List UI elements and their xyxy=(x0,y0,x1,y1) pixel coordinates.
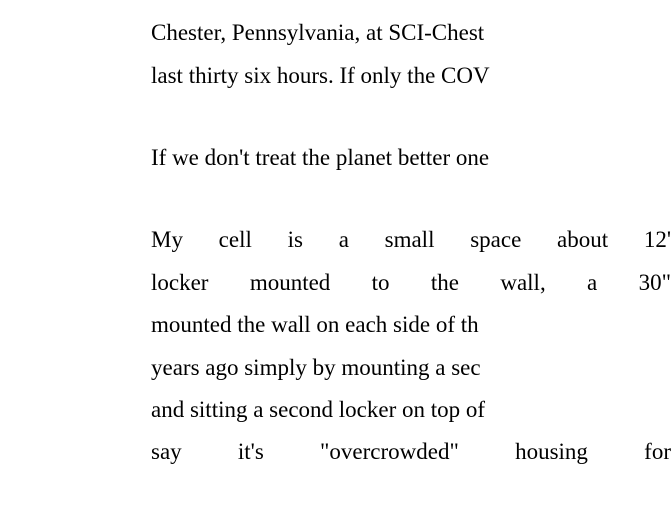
paragraph-2-line-1: If we don't treat the planet better one xyxy=(151,145,490,170)
paragraph-1-line-1: Chester, Pennsylvania, at SCI-Chest xyxy=(151,20,485,45)
paragraph-3-line-3: mounted the wall on each side of th xyxy=(151,312,479,337)
paragraph-3-line-6: say it's "overcrowded" housing for xyxy=(151,439,671,464)
paragraph-3-line-4: years ago simply by mounting a sec xyxy=(151,355,481,380)
paragraph-1-line-2: last thirty six hours. If only the COV xyxy=(151,63,490,88)
paragraph-3-line-5: and sitting a second locker on top of xyxy=(151,397,486,422)
paragraph-3-line-2: locker mounted to the wall, a 30" xyxy=(151,270,671,295)
paragraph-3-line-1: My cell is a small space about 12' xyxy=(151,227,671,252)
